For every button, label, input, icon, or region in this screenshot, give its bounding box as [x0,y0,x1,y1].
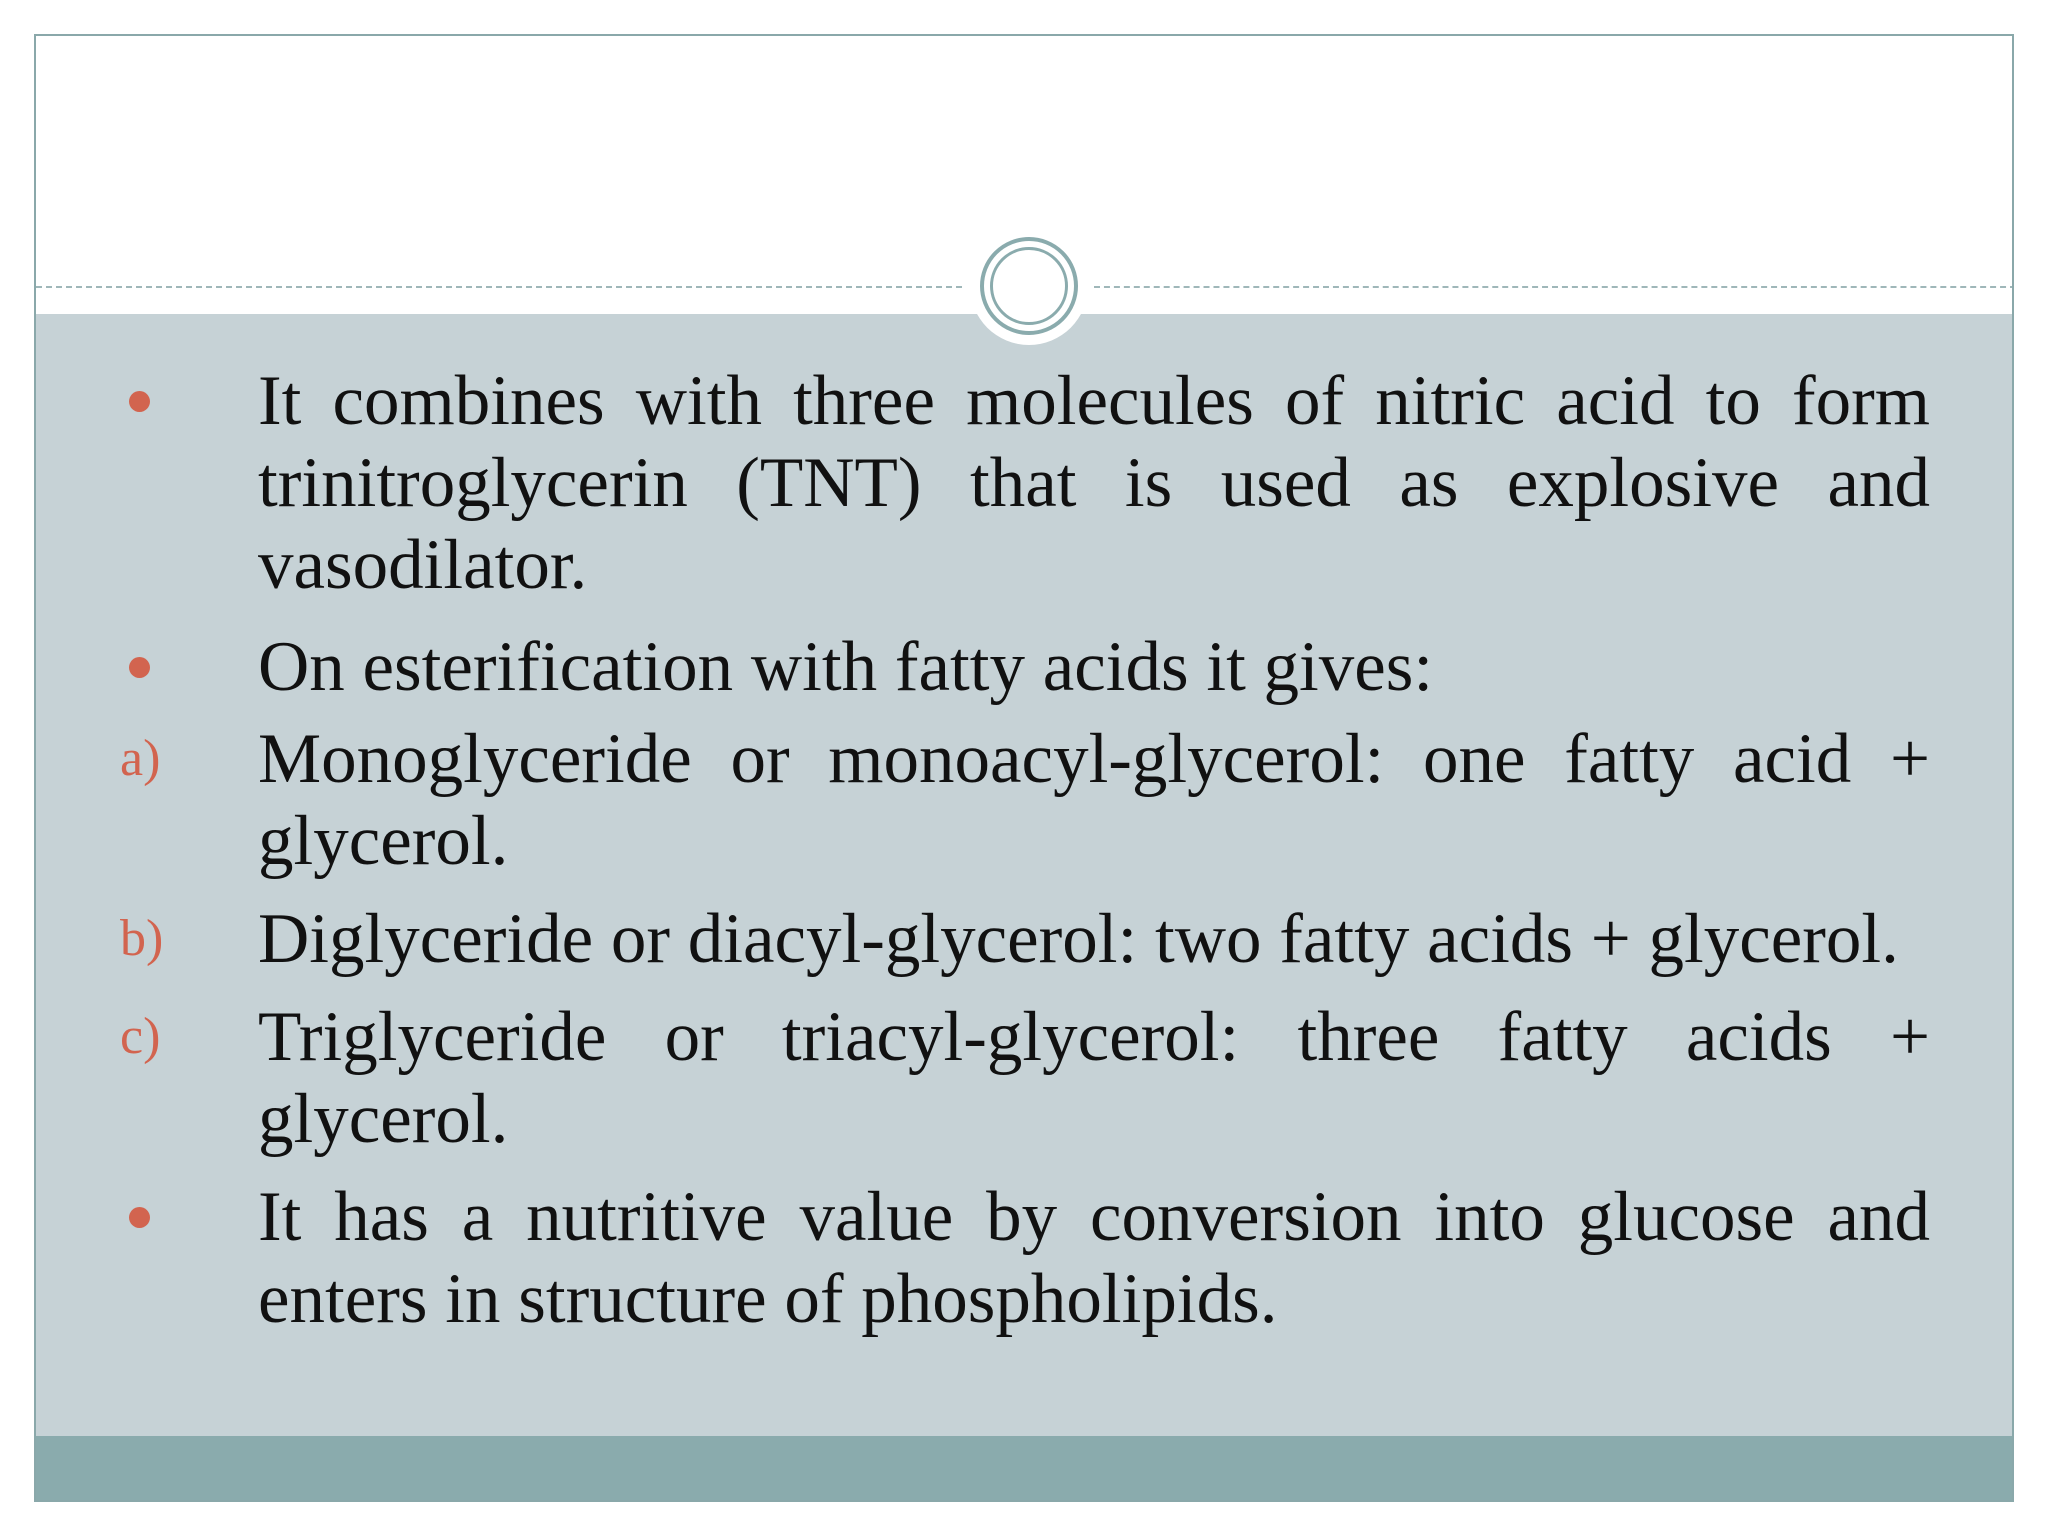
list-item-text: It combines with three molecules of nitric acid to form trinitroglycerin (TNT) that is used as explosive and vasodilator. [258,362,1930,604]
list-item [258,626,1930,708]
divider-line-right [1094,286,2014,288]
list-item [120,996,1930,1160]
list-item-text: Triglyceride or triacyl-glycerol: three fatty acids + glycerol. [258,998,1930,1158]
list-item-marker: c) [120,1008,161,1065]
list-item-text: Monoglyceride or monoacyl-glycerol: one fatty acid + glycerol. [258,720,1930,880]
list-item [258,360,1930,606]
list-item-text: On esterification with fatty acids it gives: [258,628,1434,706]
list-item-marker: a) [120,730,161,787]
slide [34,34,2014,1502]
bullet-list [36,326,2012,1340]
list-item [258,1176,1930,1340]
list-item-text: Diglyceride or diacyl-glycerol: two fatty acids + glycerol. [258,900,1899,978]
filled-circle-bullet-icon [129,657,150,678]
list-item [120,718,1930,882]
list-item-text: It has a nutritive value by conversion into glucose and enters in structure of phospholipids. [258,1178,1930,1338]
list-item-marker: b) [120,910,164,967]
ornament-inner-ring [990,247,1068,325]
filled-circle-bullet-icon [129,391,150,412]
footer-band [36,1436,2012,1502]
ornament-outer-ring [980,237,1078,335]
divider-line-left [36,286,962,288]
filled-circle-bullet-icon [129,1207,150,1228]
list-item [120,898,1930,980]
